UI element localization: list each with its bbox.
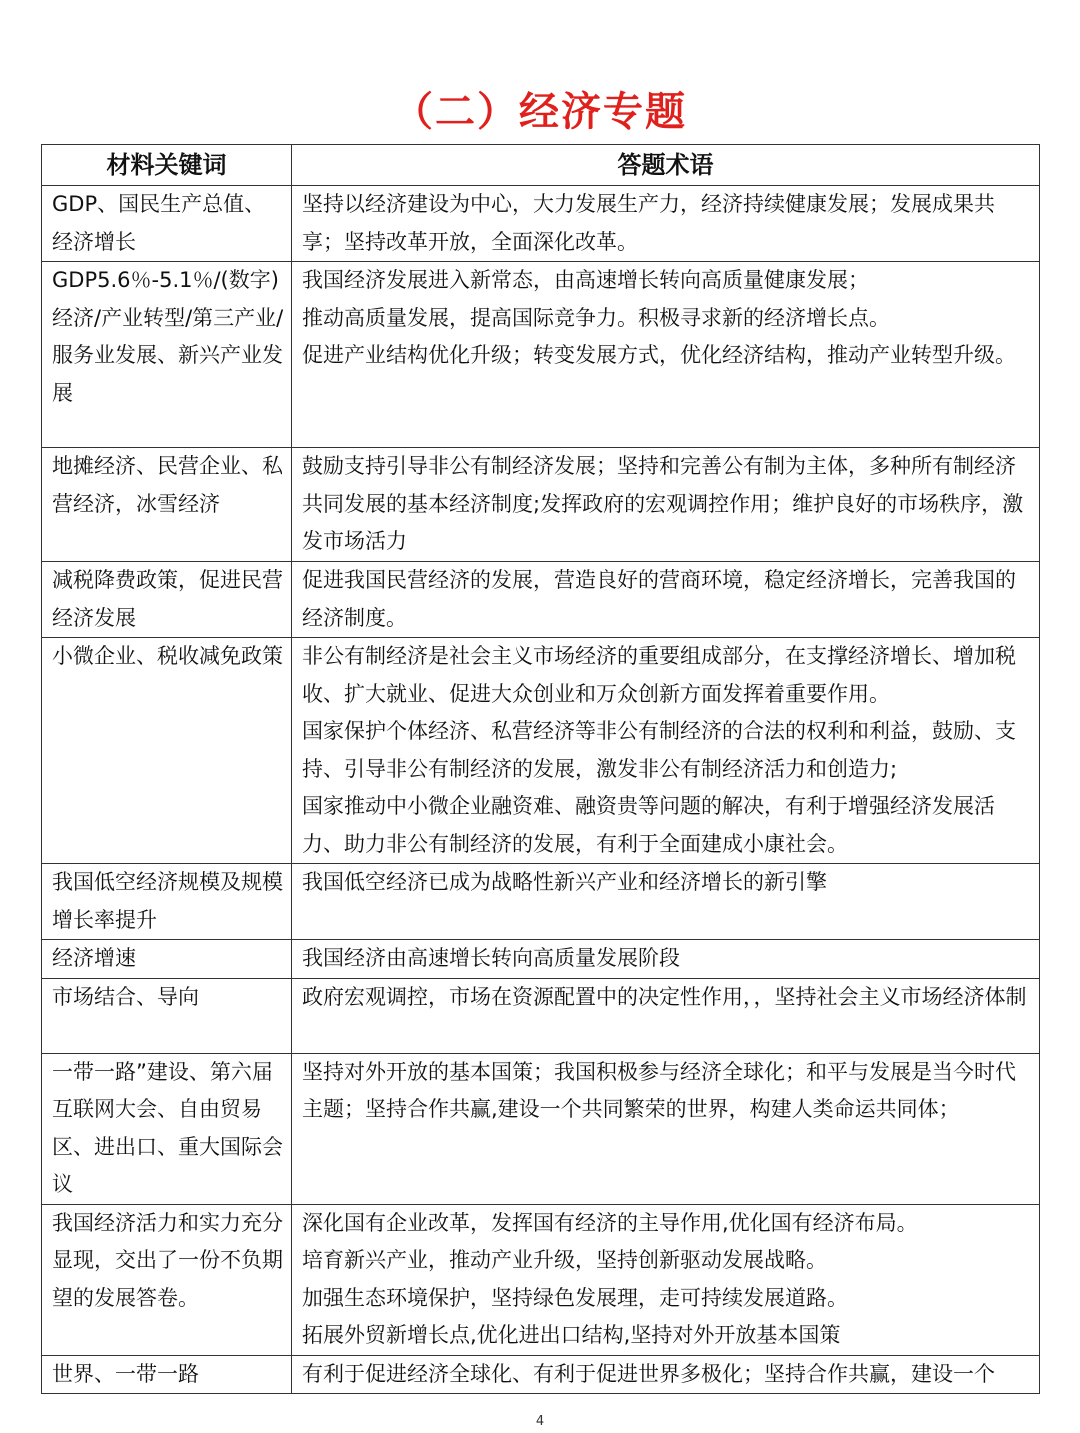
answer-cell bbox=[292, 1355, 1040, 1394]
keyword-cell: 减税降费政策，促进民营经济发展 bbox=[42, 562, 292, 638]
answer-cell bbox=[292, 186, 1040, 262]
keyword-cell: 经济增速 bbox=[42, 940, 292, 979]
answer-cell bbox=[292, 262, 1040, 448]
table-row bbox=[42, 1355, 1040, 1394]
answer-line: 加强生态环境保护，坚持绿色发展理，走可持续发展道路。 bbox=[302, 1285, 848, 1310]
answer-cell bbox=[292, 448, 1040, 562]
table-row bbox=[42, 864, 1040, 940]
keyword-cell: 我国低空经济规模及规模增长率提升 bbox=[42, 864, 292, 940]
keyword-cell: 一带一路”建设、第六届互联网大会、自由贸易区、进出口、重大国际会议 bbox=[42, 1053, 292, 1204]
answer-cell bbox=[292, 864, 1040, 940]
answer-line: 我国经济由高速增长转向高质量发展阶段 bbox=[302, 946, 680, 970]
header-answer: 答题术语 bbox=[292, 145, 1040, 186]
table-row bbox=[42, 940, 1040, 979]
answer-cell bbox=[292, 978, 1040, 1053]
table-row bbox=[42, 1204, 1040, 1355]
table-row bbox=[42, 262, 1040, 448]
answer-cell bbox=[292, 1204, 1040, 1355]
keyword-cell: 世界、一带一路 bbox=[42, 1355, 292, 1394]
keyword-cell: 我国经济活力和实力充分显现，交出了一份不负期望的发展答卷。 bbox=[42, 1204, 292, 1355]
answer-line: 推动高质量发展，提高国际竞争力。积极寻求新的经济增长点。 bbox=[302, 305, 890, 330]
keyword-cell: 小微企业、税收减免政策 bbox=[42, 638, 292, 864]
table-row bbox=[42, 638, 1040, 864]
answer-line: 促进产业结构优化升级；转变发展方式，优化经济结构，推动产业转型升级。 bbox=[302, 343, 1016, 367]
keyword-cell: GDP、国民生产总值、经济增长 bbox=[42, 186, 292, 262]
answer-cell bbox=[292, 940, 1040, 979]
table-row bbox=[42, 562, 1040, 638]
answer-line: 非公有制经济是社会主义市场经济的重要组成部分，在支撑经济增长、增加税收、扩大就业、促进大众创业和万众创新方面发挥着重要作用。 bbox=[302, 644, 1016, 706]
page-title: （二）经济专题 bbox=[393, 89, 687, 135]
answer-cell bbox=[292, 638, 1040, 864]
table-row bbox=[42, 1053, 1040, 1204]
keyword-cell: GDP5.6％-5.1％/(数字)经济/产业转型/第三产业/服务业发展、新兴产业发展 bbox=[42, 262, 292, 448]
answer-line: 国家推动中小微企业融资难、融资贵等问题的解决，有利于增强经济发展活力、助力非公有制经济的发展，有利于全面建成小康社会。 bbox=[302, 794, 995, 856]
answer-line: 坚持以经济建设为中心，大力发展生产力，经济持续健康发展；发展成果共享；坚持改革开放，全面深化改革。 bbox=[302, 192, 995, 254]
answer-line: 我国低空经济已成为战略性新兴产业和经济增长的新引擎 bbox=[302, 870, 827, 894]
answer-line: 我国经济发展进入新常态，由高速增长转向高质量健康发展； bbox=[302, 268, 869, 292]
answer-line: 培育新兴产业，推动产业升级，坚持创新驱动发展战略。 bbox=[302, 1248, 827, 1272]
table-row bbox=[42, 186, 1040, 262]
table-row bbox=[42, 978, 1040, 1053]
keyword-cell: 市场结合、导向 bbox=[42, 978, 292, 1053]
answer-line: 国家保护个体经济、私营经济等非公有制经济的合法的权利和利益，鼓励、支持、引导非公有制经济的发展，激发非公有制经济活力和创造力; bbox=[302, 719, 1016, 781]
answer-line: 拓展外贸新增长点,优化进出口结构,坚持对外开放基本国策 bbox=[302, 1323, 841, 1347]
answer-line: 有利于促进经济全球化、有利于促进世界多极化；坚持合作共赢，建设一个 bbox=[302, 1361, 995, 1386]
answer-line: 政府宏观调控，市场在资源配置中的决定性作用，，坚持社会主义市场经济体制 bbox=[302, 984, 1027, 1009]
answer-line: 促进我国民营经济的发展，营造良好的营商环境，稳定经济增长，完善我国的经济制度。 bbox=[302, 568, 1016, 630]
answer-cell bbox=[292, 1053, 1040, 1204]
keyword-cell: 地摊经济、民营企业、私营经济，冰雪经济 bbox=[42, 448, 292, 562]
header-keyword: 材料关键词 bbox=[42, 145, 292, 186]
table-header-row bbox=[42, 145, 1040, 186]
page-number: 4 bbox=[535, 1414, 545, 1429]
answer-line: 坚持对外开放的基本国策；我国积极参与经济全球化；和平与发展是当今时代主题；坚持合作共赢,建设一个共同繁荣的世界，构建人类命运共同体； bbox=[302, 1059, 1016, 1121]
table-row bbox=[42, 448, 1040, 562]
answer-line: 鼓励支持引导非公有制经济发展；坚持和完善公有制为主体，多种所有制经济共同发展的基本经济制度;发挥政府的宏观调控作用；维护良好的市场秩序，激发市场活力 bbox=[302, 454, 1024, 553]
answer-cell bbox=[292, 562, 1040, 638]
terms-table bbox=[41, 144, 1040, 1394]
answer-line: 深化国有企业改革，发挥国有经济的主导作用,优化国有经济布局。 bbox=[302, 1210, 918, 1235]
